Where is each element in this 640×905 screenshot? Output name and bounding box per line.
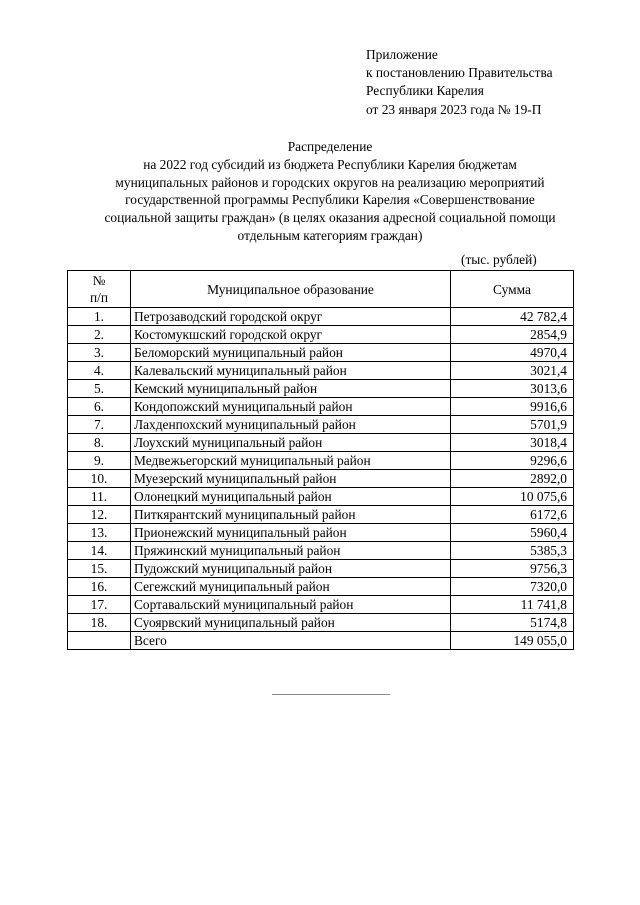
- row-number: 2.: [68, 326, 131, 344]
- table-row: [68, 614, 574, 632]
- table-row: [68, 326, 574, 344]
- table-row: [68, 578, 574, 596]
- row-sum: 4970,4: [451, 344, 574, 362]
- row-municipality: Пряжинский муниципальный район: [131, 542, 451, 560]
- row-number: 7.: [68, 416, 131, 434]
- total-sum: 149 055,0: [451, 632, 574, 650]
- table-row: [68, 362, 574, 380]
- total-label: Всего: [131, 632, 451, 650]
- row-municipality: Калевальский муниципальный район: [131, 362, 451, 380]
- row-sum: 5701,9: [451, 416, 574, 434]
- table-row: [68, 560, 574, 578]
- header-number-line1: №: [92, 273, 106, 288]
- table-row: [68, 524, 574, 542]
- table-row: [68, 542, 574, 560]
- row-municipality: Костомукшский городской округ: [131, 326, 451, 344]
- table-header-row: [68, 271, 574, 308]
- row-number: 11.: [68, 488, 131, 506]
- header-sum: Сумма: [451, 271, 574, 308]
- heading-title: Распределение: [287, 139, 373, 154]
- row-number: 9.: [68, 452, 131, 470]
- row-sum: 11 741,8: [451, 596, 574, 614]
- row-sum: 9756,3: [451, 560, 574, 578]
- table-row: [68, 434, 574, 452]
- row-sum: 9916,6: [451, 398, 574, 416]
- heading-line: государственной программы Республики Карелия «Совершенствование: [125, 192, 535, 208]
- row-municipality: Суоярвский муниципальный район: [131, 614, 451, 632]
- table-row: [68, 398, 574, 416]
- row-number: 18.: [68, 614, 131, 632]
- appendix-line: к постановлению Правительства: [366, 65, 553, 81]
- row-number: 15.: [68, 560, 131, 578]
- header-number-line2: п/п: [89, 290, 109, 305]
- row-municipality: Олонецкий муниципальный район: [131, 488, 451, 506]
- row-municipality: Беломорский муниципальный район: [131, 344, 451, 362]
- row-municipality: Кемский муниципальный район: [131, 380, 451, 398]
- table-row: [68, 452, 574, 470]
- row-sum: 2854,9: [451, 326, 574, 344]
- row-municipality: Сортавальский муниципальный район: [131, 596, 451, 614]
- row-number: 16.: [68, 578, 131, 596]
- row-sum: 9296,6: [451, 452, 574, 470]
- row-municipality: Пудожский муниципальный район: [131, 560, 451, 578]
- table-row: [68, 416, 574, 434]
- row-municipality: Лоухский муниципальный район: [131, 434, 451, 452]
- row-number: 8.: [68, 434, 131, 452]
- units-note: (тыс. рублей): [461, 252, 537, 267]
- table-total-row: [68, 632, 574, 650]
- row-municipality: Сегежский муниципальный район: [131, 578, 451, 596]
- row-sum: 7320,0: [451, 578, 574, 596]
- row-municipality: Прионежский муниципальный район: [131, 524, 451, 542]
- table-row: [68, 308, 574, 326]
- appendix-line: Республики Карелия: [366, 83, 484, 99]
- row-sum: 3013,6: [451, 380, 574, 398]
- distribution-table: [67, 270, 574, 650]
- row-municipality: Петрозаводский городской округ: [131, 308, 451, 326]
- table-row: [68, 506, 574, 524]
- row-number: 14.: [68, 542, 131, 560]
- table-row: [68, 488, 574, 506]
- row-municipality: Питкярантский муниципальный район: [131, 506, 451, 524]
- row-number: 6.: [68, 398, 131, 416]
- row-municipality: Медвежьегорский муниципальный район: [131, 452, 451, 470]
- table-row: [68, 470, 574, 488]
- row-number: 13.: [68, 524, 131, 542]
- row-municipality: Муезерский муниципальный район: [131, 470, 451, 488]
- row-sum: 6172,6: [451, 506, 574, 524]
- row-sum: 3021,4: [451, 362, 574, 380]
- row-number: 10.: [68, 470, 131, 488]
- row-number: 3.: [68, 344, 131, 362]
- table-body: [68, 308, 574, 650]
- row-sum: 2892,0: [451, 470, 574, 488]
- total-number: [68, 632, 131, 650]
- row-number: 4.: [68, 362, 131, 380]
- table-row: [68, 596, 574, 614]
- heading-line: на 2022 год субсидий из бюджета Республики Карелия бюджетам: [143, 156, 517, 172]
- end-rule-divider: [272, 694, 390, 695]
- appendix-line: Приложение: [366, 47, 438, 62]
- row-sum: 42 782,4: [451, 308, 574, 326]
- row-sum: 5960,4: [451, 524, 574, 542]
- row-sum: 10 075,6: [451, 488, 574, 506]
- table-row: [68, 344, 574, 362]
- row-number: 1.: [68, 308, 131, 326]
- heading-line: муниципальных районов и городских округов на реализацию мероприятий: [115, 174, 545, 190]
- row-number: 12.: [68, 506, 131, 524]
- row-sum: 5174,8: [451, 614, 574, 632]
- header-number: [68, 271, 131, 308]
- row-sum: 5385,3: [451, 542, 574, 560]
- row-municipality: Лахденпохский муниципальный район: [131, 416, 451, 434]
- row-number: 17.: [68, 596, 131, 614]
- table-row: [68, 380, 574, 398]
- heading-line: социальной защиты граждан» (в целях оказания адресной социальной помощи: [104, 210, 556, 226]
- row-municipality: Кондопожский муниципальный район: [131, 398, 451, 416]
- row-sum: 3018,4: [451, 434, 574, 452]
- heading-line: отдельным категориям граждан): [237, 227, 423, 243]
- header-municipality: Муниципальное образование: [131, 271, 451, 308]
- row-number: 5.: [68, 380, 131, 398]
- appendix-line: от 23 января 2023 года № 19-П: [366, 101, 542, 117]
- appendix-block: [366, 46, 553, 119]
- document-heading: [60, 138, 600, 245]
